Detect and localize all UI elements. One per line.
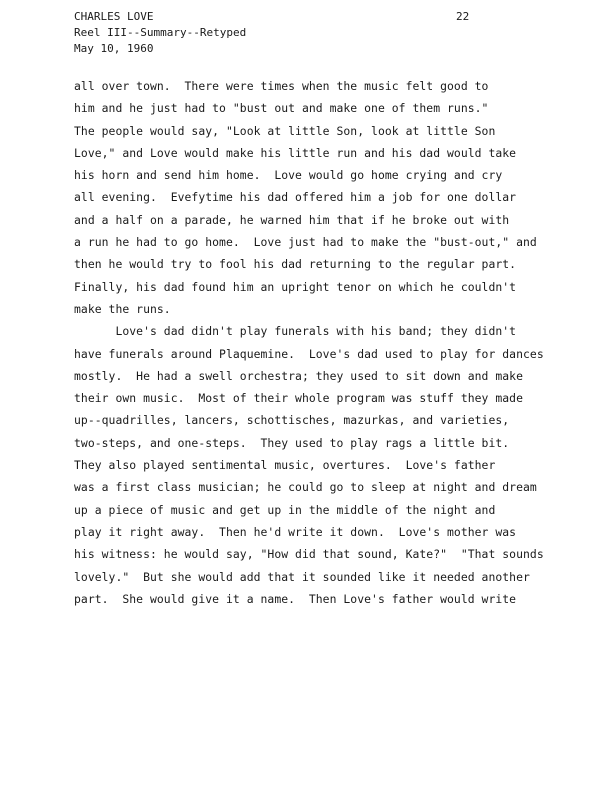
text-line: up a piece of music and get up in the middle of the night and [74,502,496,517]
header-name: CHARLES LOVE [74,10,154,23]
page-number: 22 [456,10,470,23]
text-line: then he would try to fool his dad returning to the regular part. [74,257,517,272]
text-line: play it right away. Then he'd write it down. Love's mother was [74,524,517,539]
text-line: his horn and send him home. Love would go home crying and cry [74,168,503,183]
text-line: Love's dad didn't play funerals with his band; they didn't [74,324,517,339]
text-line: make the runs. [74,301,171,316]
text-line: lovely." But she would add that it sounded like it needed another [74,569,530,584]
text-line: Finally, his dad found him an upright tenor on which he couldn't [74,279,517,294]
text-line: Love," and Love would make his little run and his dad would take [74,145,517,160]
text-line: a run he had to go home. Love just had to make the "bust-out," and [74,235,537,250]
text-line: all over town. There were times when the music felt good to [74,79,489,93]
body-text [74,75,594,610]
text-line: his witness: he would say, "How did that sound, Kate?" "That sounds [74,547,544,562]
text-line: him and he just had to "bust out and make one of them runs." [74,101,489,116]
text-line: They also played sentimental music, overtures. Love's father [74,458,496,473]
text-line: mostly. He had a swell orchestra; they used to sit down and make [74,368,524,383]
text-line: part. She would give it a name. Then Love's father would write [74,591,517,606]
text-line: The people would say, "Look at little Son, look at little Son [74,123,496,138]
text-line: their own music. Most of their whole program was stuff they made [74,391,524,406]
text-line: up--quadrilles, lancers, schottisches, mazurkas, and varieties, [74,413,510,428]
text-line: all evening. Evefytime his dad offered him a job for one dollar [74,190,517,205]
text-line: and a half on a parade, he warned him that if he broke out with [74,212,510,227]
text-line: two-steps, and one-steps. They used to play rags a little bit. [74,435,510,450]
text-line: have funerals around Plaquemine. Love's dad used to play for dances [74,346,544,361]
header-date: May 10, 1960 [74,42,154,55]
page-header [74,9,544,57]
header-reel: Reel III--Summary--Retyped [74,26,247,39]
text-line: was a first class musician; he could go to sleep at night and dream [74,480,537,495]
